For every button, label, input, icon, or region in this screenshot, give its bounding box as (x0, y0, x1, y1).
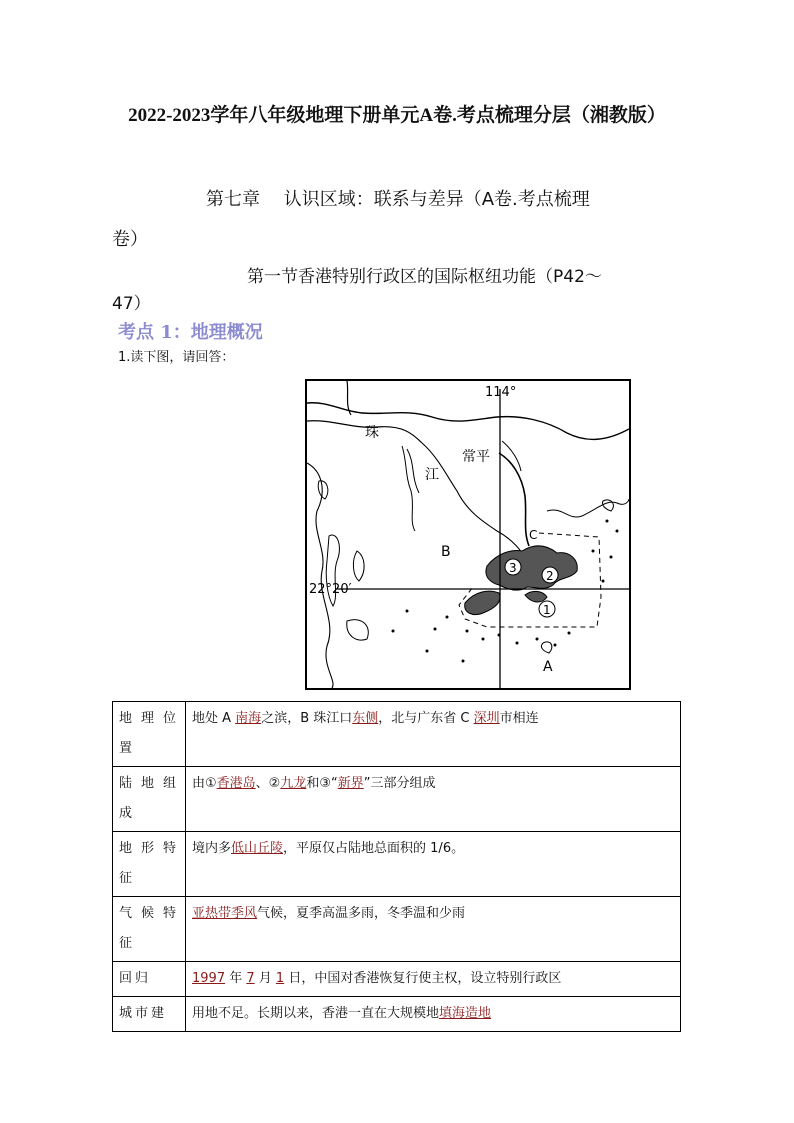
row-text: 境内多 (192, 841, 232, 856)
answer-fill: 亚热带季风 (192, 906, 258, 921)
answer-fill: 新界 (337, 776, 364, 791)
table-row (113, 897, 681, 962)
answer-fill: 东侧 (352, 711, 379, 726)
table-row (113, 702, 681, 767)
channel-1 (402, 446, 415, 531)
label-jiang: 江 (425, 467, 439, 483)
answer-fill: 香港岛 (216, 776, 256, 791)
chapter-heading (112, 180, 680, 260)
row-value (186, 767, 681, 832)
island-3 (347, 620, 369, 640)
row-text: 年 (225, 971, 247, 986)
row-label: 陆地组成 (113, 767, 186, 832)
coastline-west (307, 463, 333, 688)
river-branch (502, 441, 521, 471)
row-text: ，平原仅占陆地总面积的 1/6。 (283, 841, 465, 856)
row-text: ，北与广东省 C (378, 711, 474, 726)
answer-fill: 1 (275, 971, 285, 986)
answer-fill: 1997 (192, 971, 226, 986)
label-changping: 常平 (462, 449, 490, 465)
island-6 (602, 500, 613, 511)
row-text: 、② (255, 776, 281, 791)
marker-2-label: 2 (546, 569, 554, 583)
row-label: 气候特征 (113, 897, 186, 962)
table-row (113, 997, 681, 1032)
document-title: 2022-2023学年八年级地理下册单元A卷.考点梳理分层（湘教版） (128, 105, 666, 126)
answer-fill: 7 (246, 971, 255, 986)
island-4 (318, 481, 328, 499)
label-c: C (529, 528, 538, 542)
table-row (113, 767, 681, 832)
row-label: 地理位置 (113, 702, 186, 767)
row-label: 回归 (113, 962, 186, 997)
row-text: 日，中国对香港恢复行使主权，设立特别行政区 (284, 971, 562, 986)
island-2 (353, 551, 364, 581)
row-text: 气候，夏季高温多雨，冬季温和少雨 (257, 906, 466, 921)
section-line-2: 47） (112, 294, 151, 314)
small-islands (392, 520, 619, 663)
row-text: 和③“ (306, 776, 338, 791)
answer-fill: 低山丘陵 (231, 841, 284, 856)
chapter-line-2: 卷） (112, 229, 148, 250)
label-a: A (543, 659, 553, 675)
hk-island-shape (525, 591, 547, 602)
section-heading (112, 264, 680, 318)
lantau-shape (465, 591, 500, 614)
map-drawing (307, 381, 629, 688)
coastline-northeast (547, 499, 629, 517)
row-text: ”三部分组成 (363, 776, 436, 791)
row-value (186, 832, 681, 897)
chapter-line-1: 第七章 认识区域：联系与差异（A卷.考点梳理 (206, 189, 590, 210)
answer-fill: 南海 (235, 711, 262, 726)
row-text: 由① (192, 776, 217, 791)
row-value (186, 897, 681, 962)
question-prompt: 1.读下图，请回答： (118, 350, 235, 365)
row-text: 之滨，B 珠江口 (261, 711, 353, 726)
label-zhu: 珠 (365, 425, 379, 441)
river-changping (499, 453, 529, 546)
marker-1-label: 1 (543, 603, 551, 617)
label-b: B (441, 544, 451, 560)
channel-2 (407, 449, 419, 493)
row-text: 市相连 (499, 711, 539, 726)
row-value (186, 702, 681, 767)
row-text: 用地不足。长期以来，香港一直在大规模地 (192, 1006, 440, 1021)
latitude-label: 22°20′ (309, 582, 352, 597)
section-line-1: 第一节香港特别行政区的国际枢纽功能（P42～ (247, 267, 602, 287)
summary-table (112, 701, 681, 1032)
kaodian-heading: 考点 1：地理概况 (118, 322, 263, 343)
longitude-label: 114° (485, 385, 517, 400)
summary-table-body (113, 702, 681, 1032)
river-upper (307, 403, 629, 440)
row-text: 月 (254, 971, 276, 986)
answer-fill: 深圳 (473, 711, 500, 726)
row-label: 城市建 (113, 997, 186, 1032)
hong-kong-map (305, 379, 631, 690)
marker-3-label: 3 (509, 561, 517, 575)
island-5 (541, 642, 551, 653)
row-value (186, 962, 681, 997)
row-label: 地形特征 (113, 832, 186, 897)
table-row (113, 832, 681, 897)
table-row (113, 962, 681, 997)
row-text: 地处 A (192, 711, 236, 726)
row-value (186, 997, 681, 1032)
answer-fill: 填海造地 (439, 1006, 492, 1021)
answer-fill: 九龙 (280, 776, 307, 791)
